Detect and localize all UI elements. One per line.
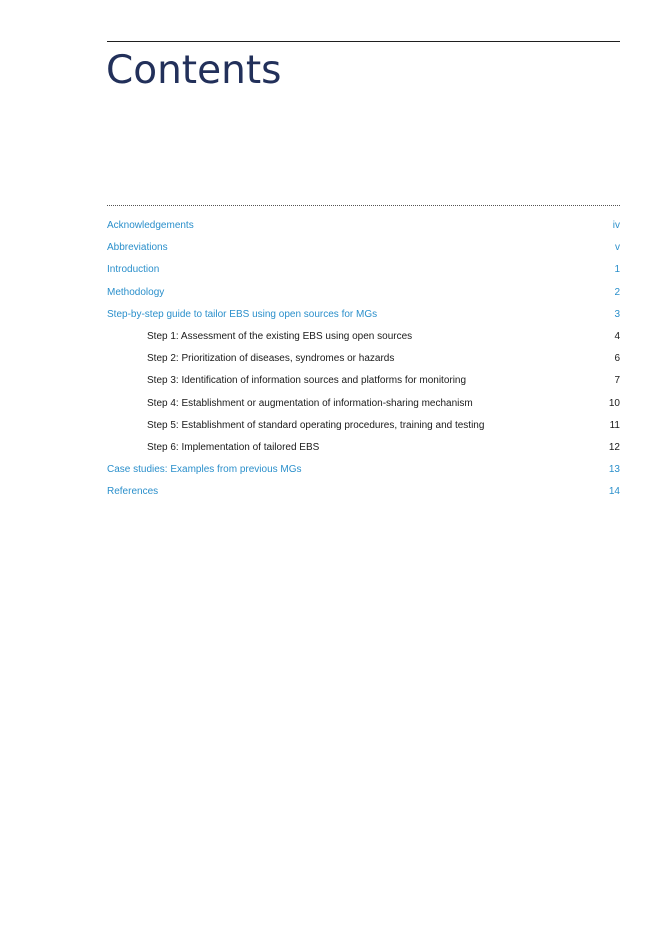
toc-item-title: Acknowledgements [107, 220, 194, 231]
toc-item-title: Step 2: Prioritization of diseases, syndromes or hazards [147, 353, 395, 365]
toc-item-page: v [615, 242, 620, 254]
toc-item-title: Step-by-step guide to tailor EBS using open sources for MGs [107, 308, 378, 320]
toc-item-page: 4 [614, 330, 620, 342]
toc-item-step-6[interactable] [107, 437, 620, 459]
toc-item-page: 1 [614, 264, 620, 276]
table-of-contents [107, 215, 620, 503]
toc-item-title: Step 3: Identification of information sources and platforms for monitoring [147, 375, 467, 387]
toc-item-abbreviations[interactable] [107, 237, 620, 259]
toc-item-step-by-step-guide[interactable] [107, 304, 620, 326]
toc-item-title: Introduction [107, 264, 160, 276]
page-title: Contents [106, 48, 282, 93]
toc-item-acknowledgements[interactable] [107, 215, 620, 237]
toc-item-page: 14 [608, 486, 620, 498]
toc-item-page: 2 [614, 286, 620, 298]
toc-item-step-4[interactable] [107, 393, 620, 415]
toc-item-page: 13 [608, 464, 620, 476]
toc-item-methodology[interactable] [107, 282, 620, 304]
toc-item-step-5[interactable] [107, 415, 620, 437]
toc-item-title: Step 6: Implementation of tailored EBS [147, 441, 320, 453]
toc-item-page: iv [612, 220, 620, 231]
toc-item-page: 3 [614, 308, 620, 320]
toc-item-page: 11 [609, 419, 620, 431]
toc-item-page: 6 [614, 353, 620, 365]
top-rule [107, 41, 620, 42]
toc-item-step-2[interactable] [107, 348, 620, 370]
toc-item-title: Abbreviations [107, 242, 168, 254]
toc-divider [107, 205, 620, 206]
toc-item-title: Methodology [107, 286, 165, 298]
toc-item-case-studies[interactable] [107, 459, 620, 481]
toc-item-title: Step 1: Assessment of the existing EBS using open sources [147, 330, 413, 342]
toc-item-introduction[interactable] [107, 259, 620, 281]
toc-item-title: References [107, 486, 159, 498]
toc-item-page: 7 [614, 375, 620, 387]
toc-item-step-1[interactable] [107, 326, 620, 348]
toc-item-page: 12 [608, 441, 620, 453]
toc-item-title: Step 4: Establishment or augmentation of information-sharing mechanism [147, 397, 473, 409]
toc-item-title: Case studies: Examples from previous MGs [107, 464, 302, 476]
toc-item-page: 10 [608, 397, 620, 409]
toc-item-step-3[interactable] [107, 370, 620, 392]
toc-item-title: Step 5: Establishment of standard operating procedures, training and testing [147, 419, 485, 431]
toc-item-references[interactable] [107, 481, 620, 503]
